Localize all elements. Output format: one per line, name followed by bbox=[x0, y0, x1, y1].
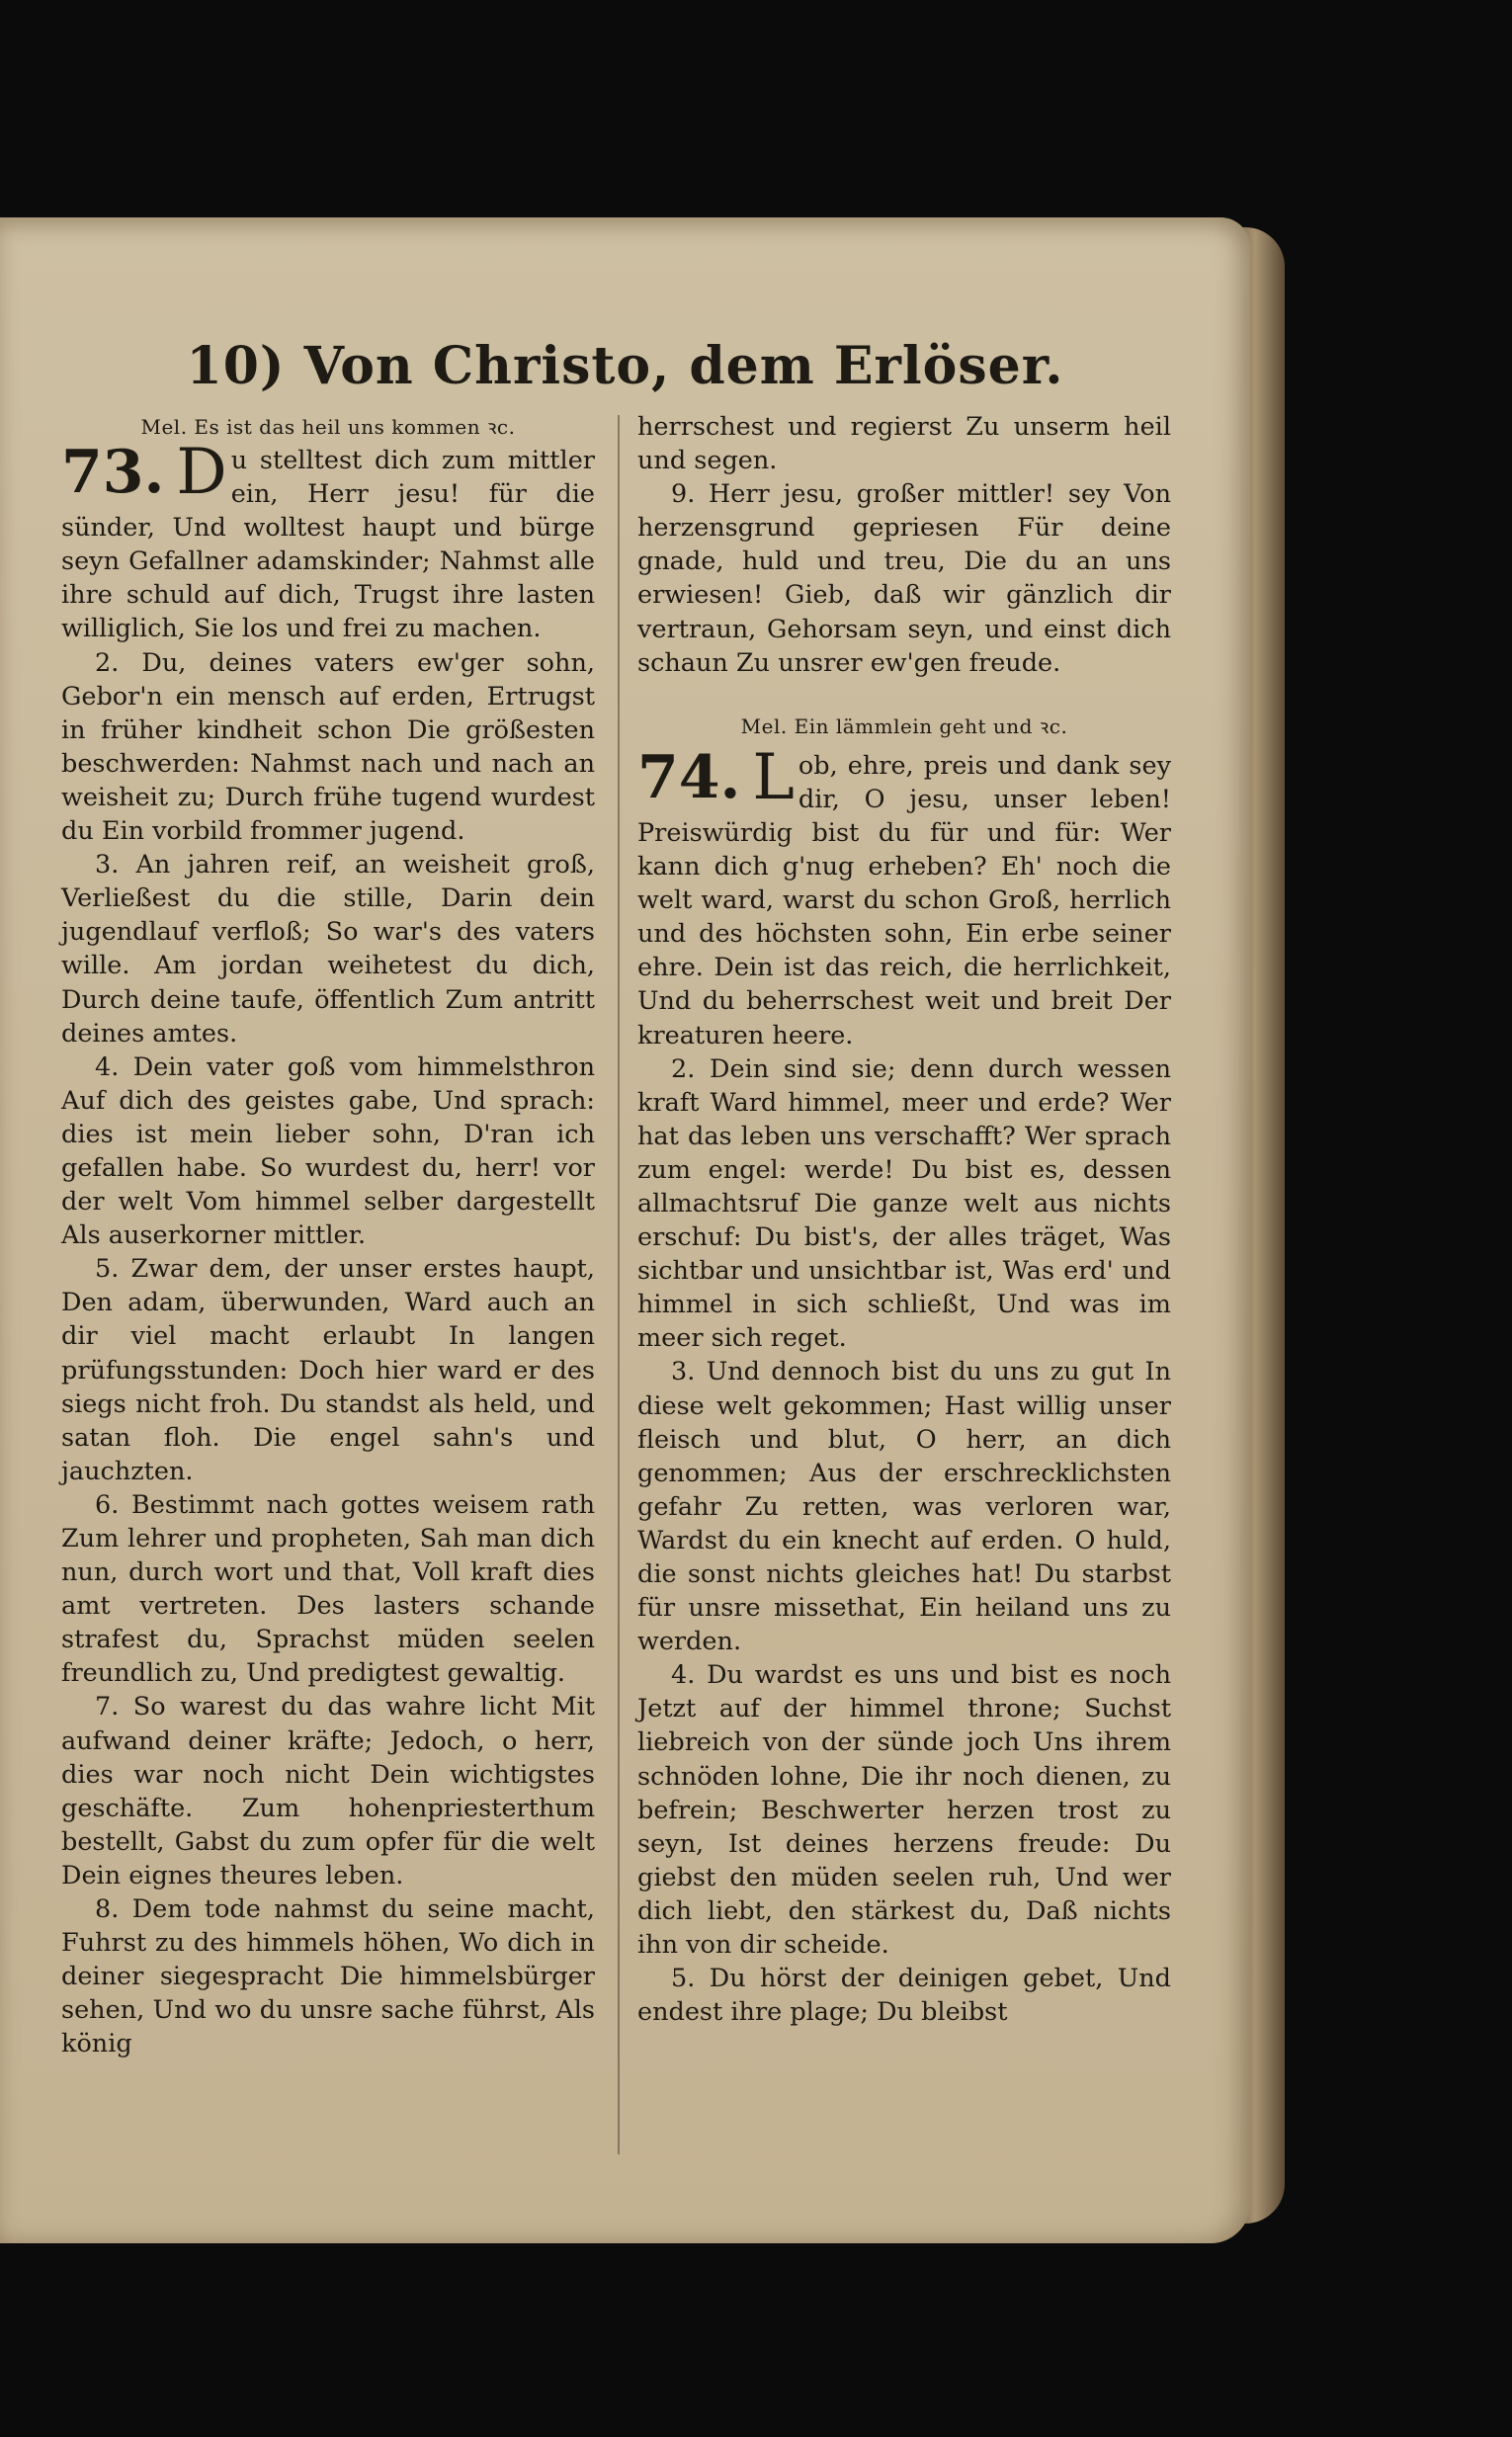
stanza-73-2: 2. Du, deines vaters ew'ger sohn, Gebor'n ein mensch auf erden, Ertrugst in früher kindheit schon Die größesten beschwerden: Nahmst nach und nach an weisheit zu; Durch frühe tugend wurdest du Ein vorbild frommer jugend. bbox=[61, 647, 595, 847]
stanza-73-5: 5. Zwar dem, der unser erstes haupt, Den adam, überwunden, Ward auch an dir viel macht erlaubt In langen prüfungsstunden: Doch hier ward er des siegs nicht froh. Du standst als held, und satan floh. Die engel sahn's und jauchzten. bbox=[61, 1254, 595, 1486]
hymn-74-first-text: ob, ehre, preis und dank sey dir, O jesu, unser leben! Preiswürdig bist du für und für: Wer kann dich g'nug erheben? Eh' noch die welt ward, warst du schon Groß, herrlich und des höchsten sohn, Ein erbe seiner ehre. Dein ist das reich, die herrlichkeit, Und du beherrschest weit und breit Der kreaturen heere. bbox=[637, 750, 1171, 1050]
stanza-74-4: 4. Du wardst es uns und bist es noch Jetzt auf der himmel throne; Suchst liebreich von der sünde joch Uns ihrem schnöden lohne, Die ihr noch dienen, zu befrein; Beschwerter herzen trost zu seyn, Ist deines herzens freude: Du giebst den müden seelen ruh, Und wer dich liebt, den stärkest du, Daß nichts ihn von dir scheide. bbox=[637, 1660, 1171, 1961]
column-divider bbox=[618, 415, 620, 2154]
hymn-74-first-stanza bbox=[637, 740, 1171, 1052]
stanza-74-5: 5. Du hörst der deinigen gebet, Und endest ihre plage; Du bleibst bbox=[637, 1964, 1171, 2028]
hymn-73-first-stanza bbox=[61, 436, 595, 646]
book-page bbox=[0, 217, 1250, 2243]
stanza-73-7: 7. So warest du das wahre licht Mit aufwand deiner kräfte; Jedoch, o herr, dies war noch nicht Dein wichtigstes geschäfte. Zum hohenpriesterthum bestellt, Gabst du zum opfer für die welt Dein eignes theures leben. bbox=[61, 1692, 595, 1891]
stanza-73-4: 4. Dein vater goß vom himmelsthron Auf dich des geistes gabe, Und sprach: dies ist mein lieber sohn, D'ran ich gefallen habe. So wurdest du, herr! vor der welt Vom himmel selber dargestellt Als auserkorner mittler. bbox=[61, 1051, 595, 1251]
hymn-number-74: 74. bbox=[637, 742, 741, 812]
melody-line-74: Mel. Ein lämmlein geht und ꝛc. bbox=[740, 714, 1068, 738]
stanza-73-9: 9. Herr jesu, großer mittler! sey Von herzensgrund gepriesen Für deine gnade, huld und treu, Die du an uns erwiesen! Gieb, daß wir gänzlich dir vertraun, Gehorsam seyn, und einst dich schaun Zu unsrer ew'gen freude. bbox=[637, 479, 1171, 678]
stanza-73-6: 6. Bestimmt nach gottes weisem rath Zum lehrer und propheten, Sah man dich nun, durch wort und that, Voll kraft dies amt vertreten. Des lasters schande strafest du, Sprachst müden seelen freundlich zu, Und predigtest gewaltig. bbox=[61, 1489, 595, 1689]
stanza-73-8-continued: herrschest und regierst Zu unserm heil und segen. bbox=[637, 412, 1171, 476]
stanza-73-3: 3. An jahren reif, an weisheit groß, Verließest du die stille, Darin dein jugendlauf verfloß; So war's des vaters wille. Am jordan weihetest du dich, Durch deine taufe, öffentlich Zum antritt deines amtes. bbox=[61, 850, 595, 1049]
stanza-73-8: 8. Dem tode nahmst du seine macht, Fuhrst zu des himmels höhen, Wo dich in deiner siegespracht Die himmelsbürger sehen, Und wo du unsre sache führst, Als könig bbox=[61, 1894, 595, 2059]
left-column bbox=[61, 410, 595, 2061]
stanza-74-3: 3. Und dennoch bist du uns zu gut In diese welt gekommen; Hast willig unser fleisch und blut, O herr, an dich genommen; Aus der erschrecklichsten gefahr Zu retten, was verloren war, Wardst du ein knecht auf erden. O huld, die sonst nichts gleiches hat! Du starbst für unsre missethat, Ein heiland uns zu werden. bbox=[637, 1357, 1171, 1657]
page-title: 10) Von Christo, dem Erlöser. bbox=[186, 336, 1064, 396]
stanza-74-2: 2. Dein sind sie; denn durch wessen kraft Ward himmel, meer und erde? Wer hat das leben uns verschafft? Wer sprach zum engel: werde! Du bist es, dessen allmachtsruf Die ganze welt aus nichts erschuf: Du bist's, der alles träget, Was sichtbar und unsichtbar ist, Was erd' und himmel in sich schließt, Und was im meer sich reget. bbox=[637, 1053, 1171, 1354]
hymn-number-73: 73. bbox=[61, 438, 165, 507]
drop-letter-74: L bbox=[752, 740, 795, 814]
hymn-73-first-text: u stelltest dich zum mittler ein, Herr jesu! für die sünder, Und wolltest haupt und bürge seyn Gefallner adamskinder; Nahmst alle ihre schuld auf dich, Trugst ihre lasten williglich, Sie los und frei zu machen. bbox=[61, 446, 595, 644]
drop-letter-73: D bbox=[176, 436, 227, 509]
right-column bbox=[637, 410, 1171, 2029]
melody-line-73: Mel. Es ist das heil uns kommen ꝛc. bbox=[140, 415, 516, 439]
